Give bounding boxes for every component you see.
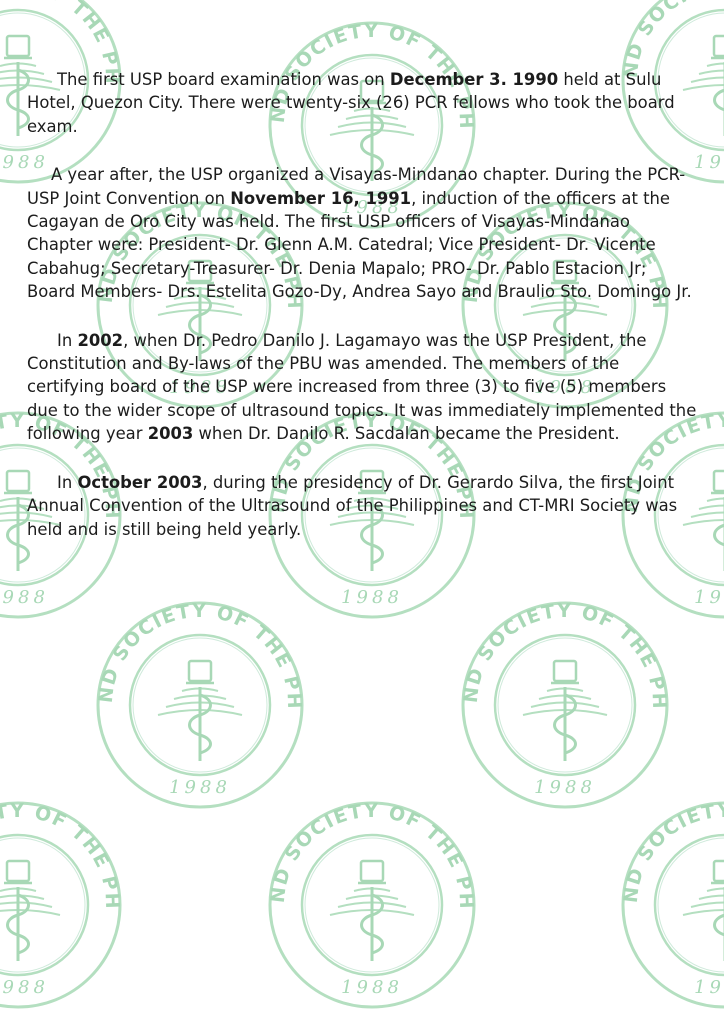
seal-watermark-icon: [252, 785, 492, 1025]
year-highlight: 2003: [147, 424, 194, 444]
year-highlight: 2002: [77, 330, 124, 350]
paragraph-text: In: [57, 330, 78, 350]
paragraph-text: held at Sulu Hotel, Quezon City. There were twenty-six (26) PCR fellows who took the board exam.: [27, 70, 675, 136]
paragraph-visayas-chapter: [27, 163, 699, 303]
date-highlight: December 3. 1990: [389, 70, 559, 89]
document-body: [27, 68, 699, 566]
paragraph-text: The first USP board examination was on: [57, 70, 390, 89]
seal-watermark-icon: [605, 785, 724, 1025]
paragraph-text: , during the presidency of Dr. Gerardo Silva, the first Joint Annual Convention of the Ultrasound of the Philippines and CT-MRI Society was held and is still being held yearly.: [27, 472, 678, 539]
paragraph-board-exam: [27, 68, 699, 138]
paragraph-joint-convention: [27, 471, 699, 541]
date-highlight: October 2003: [77, 472, 203, 492]
paragraph-text: , induction of the officers at the Cagayan de Oro City was held. The first USP officers of Visayas-Mindanao Chapter were: President- Dr. Glenn A.M. Catedral; Vice President- Dr. Vicente Cabahug; Secretary-Treasurer- Dr. Denia Mapalo; PRO- Dr. Pablo Estacion Jr; Board Members- Drs. Estelita Gozo-Dy, Andrea Sayo and Braulio Sto. Domingo Jr.: [27, 188, 692, 302]
paragraph-text: In: [57, 472, 78, 492]
paragraph-constitution: [27, 329, 699, 446]
date-highlight: November 16, 1991: [230, 188, 412, 208]
seal-watermark-icon: [0, 785, 138, 1025]
paragraph-text: A year after, the USP organized a Visayas-Mindanao chapter. During the PCR-USP Joint Convention on: [27, 165, 686, 208]
paragraph-text: when Dr. Danilo R. Sacdalan became the President.: [193, 424, 620, 444]
paragraph-text: , when Dr. Pedro Danilo J. Lagamayo was the USP President, the Constitution and By-laws of the PBU was amended. The members of the certifying board of the USP were increased from three (3) to five (5) members due to the wider scope of ultrasound topics. It was immediately implemented the following year: [27, 330, 697, 444]
